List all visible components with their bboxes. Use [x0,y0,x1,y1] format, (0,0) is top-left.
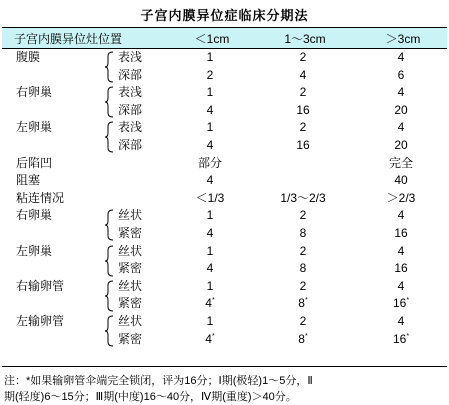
score-cell: 4 [397,243,405,258]
score-cell: ＜1/3 [195,190,225,205]
header-1to3cm: 1～3cm [284,32,326,46]
row-location-label: 左卵巢 [16,243,53,258]
score-cell: 4 [397,120,405,135]
score-cell: 40 [394,173,408,188]
row-location-label: 右输卵管 [16,278,65,293]
curly-brace-icon [104,245,114,277]
asterisk-mark: * [406,332,410,340]
curly-brace-icon [104,86,114,118]
score-cell: 16 [296,138,310,152]
score-cell: 6 [397,67,405,82]
row-location-label: 粘连情况 [16,190,65,205]
score-cell: 1 [206,120,214,135]
score-cell: 4* [205,296,215,311]
score-cell: 8 [299,261,307,276]
row-sub-label: 表浅 [118,85,143,100]
score-cell: 2 [299,314,307,328]
curly-brace-icon [104,209,114,241]
score-cell: 16 [296,102,310,117]
asterisk-mark: * [304,332,308,340]
score-cell: 4 [206,226,214,240]
curly-brace-icon [104,51,114,83]
score-cell: ＞2/3 [386,190,416,205]
asterisk-mark: * [211,332,215,340]
score-cell: 4 [397,278,405,293]
score-cell: 4 [397,85,405,100]
curly-brace-icon [104,315,114,347]
score-cell: 2 [299,278,307,293]
score-cell: 4 [397,314,405,328]
score-cell: 4 [206,261,214,276]
row-sub-label: 表浅 [118,50,143,64]
score-cell: 2 [299,120,307,135]
header-gt3cm: ＞3cm [385,32,421,46]
row-location-label: 阻塞 [16,173,41,188]
score-cell: 2 [299,243,307,258]
score-cell: 4 [206,138,214,152]
header-location: 子宫内膜异位灶位置 [14,32,123,46]
score-cell: 1 [206,208,214,223]
asterisk-mark: * [304,297,308,305]
score-cell: 16 [394,261,408,276]
score-cell: 20 [394,102,408,117]
footnote-line-2: 期(轻度)6～15分；Ⅲ期(中度)16～40分，Ⅳ期(重度)＞40分。 [4,391,297,403]
score-cell: 4 [397,50,405,64]
row-location-label: 左输卵管 [16,314,65,328]
asterisk-mark: * [406,297,410,305]
header-lt1cm: ＜1cm [194,32,230,46]
score-cell: 8* [298,296,308,311]
row-location-label: 右卵巢 [16,85,53,100]
score-cell: 8 [299,226,307,240]
score-cell: 1 [206,278,214,293]
score-cell: 1 [206,314,214,328]
row-location-label: 后陷凹 [16,155,53,170]
row-sub-label: 紧密 [118,261,143,276]
score-cell: 2 [299,50,307,64]
score-cell: 20 [394,138,408,152]
asterisk-mark: * [211,297,215,305]
row-location-label: 腹膜 [16,50,41,64]
score-cell: 16 [394,226,408,240]
score-cell: 2 [299,208,307,223]
row-sub-label: 丝状 [118,278,143,293]
row-sub-label: 丝状 [118,243,143,258]
row-sub-label: 丝状 [118,314,143,328]
score-cell: 完全 [388,155,414,170]
score-cell: 4 [397,208,405,223]
score-cell: 4* [205,331,215,346]
score-cell: 16* [392,296,410,311]
score-cell: 8* [298,331,308,346]
row-location-label: 左卵巢 [16,120,53,135]
score-cell: 2 [299,85,307,100]
table-header [2,27,447,49]
row-sub-label: 深部 [118,67,143,82]
row-sub-label: 表浅 [118,120,143,135]
row-location-label: 右卵巢 [16,208,53,223]
curly-brace-icon [104,280,114,312]
row-sub-label: 紧密 [118,226,143,240]
score-cell: 2 [206,67,214,82]
curly-brace-icon [104,121,114,153]
table-title: 子宫内膜异位症临床分期法 [140,8,309,23]
score-cell: 1 [206,243,214,258]
row-sub-label: 深部 [118,102,143,117]
table-bottom-rule [2,366,447,367]
row-sub-label: 深部 [118,138,143,152]
score-cell: 4 [299,67,307,82]
score-cell: 1/3～2/3 [280,190,326,205]
score-cell: 4 [206,102,214,117]
footnote-line-1: 注：*如果输卵管伞端完全锁闭，评为16分；Ⅰ期(极轻)1～5分，Ⅱ [4,375,313,387]
score-cell: 1 [206,85,214,100]
score-cell: 1 [206,50,214,64]
score-cell: 部分 [197,155,223,170]
row-sub-label: 丝状 [118,208,143,223]
row-sub-label: 紧密 [118,296,143,311]
score-cell: 16* [392,331,410,346]
row-sub-label: 紧密 [118,331,143,346]
score-cell: 4 [206,173,214,188]
